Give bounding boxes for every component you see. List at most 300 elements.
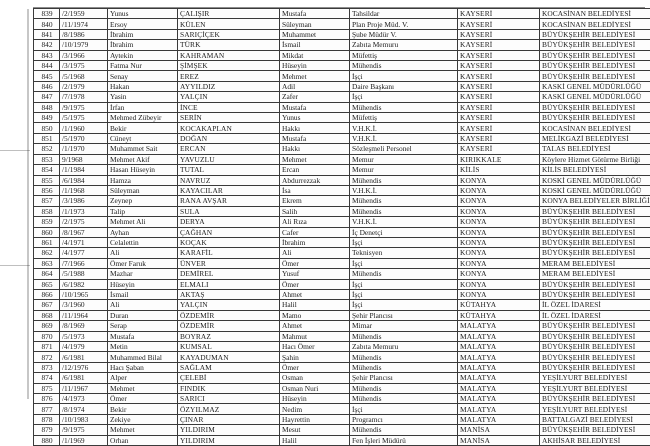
cell-first-name: Zekiye (108, 414, 178, 424)
cell-date: /11/1967 (60, 383, 108, 393)
cell-no: 870 (34, 331, 60, 341)
cell-father-name: Hüseyin (280, 394, 350, 404)
cell-occupation: Fen İşleri Müdürü (350, 435, 458, 445)
cell-institution: BÜYÜKŞEHİR BELEDİYESİ (540, 227, 650, 237)
table-row (34, 362, 650, 372)
cell-no: 854 (34, 165, 60, 175)
cell-city: KONYA (458, 248, 540, 258)
cell-date: /6/1982 (60, 279, 108, 289)
cell-city: KONYA (458, 206, 540, 216)
cell-date: /8/1967 (60, 227, 108, 237)
cell-city: KAYSERİ (458, 92, 540, 102)
cell-city: MALATYA (458, 362, 540, 372)
cell-institution: BÜYÜKŞEHİR BELEDİYESİ (540, 29, 650, 39)
cell-first-name: Mehmet Akif (108, 154, 178, 164)
table-row (34, 425, 650, 435)
cell-occupation: İşçi (350, 289, 458, 299)
cell-city: KAYSERİ (458, 9, 540, 19)
cell-father-name: Ömer (280, 279, 350, 289)
cell-first-name: Mehmet (108, 425, 178, 435)
cell-last-name: ÇALIŞIR (178, 9, 280, 19)
cell-institution: YEŞİLYURT BELEDİYESİ (540, 373, 650, 383)
cell-institution: BÜYÜKŞEHİR BELEDİYESİ (540, 289, 650, 299)
cell-city: KAYSERİ (458, 113, 540, 123)
cell-first-name: Hüseyin (108, 279, 178, 289)
cell-no: 846 (34, 81, 60, 91)
cell-last-name: YALÇIN (178, 92, 280, 102)
table-row (34, 196, 650, 206)
cell-no: 845 (34, 71, 60, 81)
cell-last-name: KAYADUMAN (178, 352, 280, 362)
cell-no: 860 (34, 227, 60, 237)
table-row (34, 383, 650, 393)
table-row (34, 414, 650, 424)
cell-date: /9/1975 (60, 425, 108, 435)
cell-father-name: Nedim (280, 404, 350, 414)
cell-last-name: NAVRUZ (178, 175, 280, 185)
cell-no: 876 (34, 394, 60, 404)
cell-no: 843 (34, 50, 60, 60)
cell-city: KONYA (458, 227, 540, 237)
cell-first-name: Serap (108, 321, 178, 331)
cell-city: MALATYA (458, 342, 540, 352)
cell-father-name: Mahmut (280, 331, 350, 341)
cell-father-name: Yusuf (280, 269, 350, 279)
table-row (34, 321, 650, 331)
cell-occupation: Şube Müdür V. (350, 29, 458, 39)
cell-city: KAYSERİ (458, 102, 540, 112)
cell-date: /1/1960 (60, 123, 108, 133)
cell-last-name: ÇELEBİ (178, 373, 280, 383)
cell-occupation: Şehir Plancısı (350, 310, 458, 320)
cell-no: 878 (34, 414, 60, 424)
cell-first-name: Bekir (108, 404, 178, 414)
cell-date: /10/1965 (60, 289, 108, 299)
cell-occupation: Mühendis (350, 175, 458, 185)
cell-institution: MELİKGAZİ BELEDİYESİ (540, 133, 650, 143)
cell-no: 848 (34, 102, 60, 112)
cell-no: 863 (34, 258, 60, 268)
table-row (34, 9, 650, 19)
cell-first-name: Muhammet Sait (108, 144, 178, 154)
cell-first-name: Mehmet (108, 383, 178, 393)
cell-institution: KOSKİ GENEL MÜDÜRLÜĞÜ (540, 175, 650, 185)
cell-occupation: Mühendis (350, 196, 458, 206)
cell-institution: MERAM BELEDİYESİ (540, 269, 650, 279)
cell-father-name: Zafer (280, 92, 350, 102)
table-body (34, 9, 650, 446)
cell-institution: KONYA BELEDİYELER BİRLİĞİ (540, 196, 650, 206)
cell-father-name: Ercan (280, 165, 350, 175)
cell-institution: KOCASİNAN BELEDİYESİ (540, 9, 650, 19)
cell-father-name: Cafer (280, 227, 350, 237)
cell-city: KONYA (458, 237, 540, 247)
cell-date: /7/1978 (60, 92, 108, 102)
cell-city: KÜTAHYA (458, 310, 540, 320)
cell-no: 859 (34, 217, 60, 227)
cell-first-name: Duran (108, 310, 178, 320)
cell-date: /1/1968 (60, 185, 108, 195)
cell-city: MALATYA (458, 414, 540, 424)
cell-date: /1/1970 (60, 144, 108, 154)
cell-city: KAYSERİ (458, 81, 540, 91)
cell-institution: BÜYÜKŞEHİR BELEDİYESİ (540, 217, 650, 227)
cell-institution: BÜYÜKŞEHİR BELEDİYESİ (540, 425, 650, 435)
cell-city: KONYA (458, 196, 540, 206)
cell-last-name: EREZ (178, 71, 280, 81)
cell-no: 872 (34, 352, 60, 362)
cell-first-name: Cüneyt (108, 133, 178, 143)
personnel-records-table (33, 8, 650, 446)
cell-father-name: Mehmet (280, 71, 350, 81)
cell-first-name: Senay (108, 71, 178, 81)
cell-no: 841 (34, 29, 60, 39)
cell-last-name: SULA (178, 206, 280, 216)
cell-occupation: İşçi (350, 404, 458, 414)
cell-last-name: SARICI (178, 394, 280, 404)
cell-date: /4/1971 (60, 237, 108, 247)
cell-no: 873 (34, 362, 60, 372)
cell-institution: KOCASİNAN BELEDİYESİ (540, 19, 650, 29)
cell-no: 840 (34, 19, 60, 29)
cell-no: 849 (34, 113, 60, 123)
cell-last-name: KOCAKAPLAN (178, 123, 280, 133)
cell-occupation: Memur (350, 154, 458, 164)
cell-occupation: V.H.K.İ. (350, 133, 458, 143)
cell-date: /5/1968 (60, 71, 108, 81)
cell-institution: BÜYÜKŞEHİR BELEDİYESİ (540, 352, 650, 362)
cell-occupation: İşçi (350, 258, 458, 268)
cell-first-name: Süleyman (108, 185, 178, 195)
scan-artifact-margin-tick-lower (0, 265, 30, 266)
cell-institution: İL ÖZEL İDARESİ (540, 310, 650, 320)
cell-first-name: Ömer Faruk (108, 258, 178, 268)
cell-first-name: İbrahim (108, 29, 178, 39)
cell-last-name: YAVUZLU (178, 154, 280, 164)
table-row (34, 19, 650, 29)
cell-city: KONYA (458, 185, 540, 195)
cell-occupation: V.H.K.İ. (350, 123, 458, 133)
cell-father-name: Salih (280, 206, 350, 216)
cell-date: /11/1974 (60, 19, 108, 29)
cell-first-name: Ersoy (108, 19, 178, 29)
cell-last-name: KUMSAL (178, 342, 280, 352)
cell-first-name: Talip (108, 206, 178, 216)
cell-institution: MERAM BELEDİYESİ (540, 258, 650, 268)
cell-no: 862 (34, 248, 60, 258)
cell-date: /11/1964 (60, 310, 108, 320)
cell-father-name: Osman (280, 373, 350, 383)
cell-date: /4/1973 (60, 394, 108, 404)
cell-last-name: İNCE (178, 102, 280, 112)
table-row (34, 144, 650, 154)
cell-occupation: Zabıta Memuru (350, 342, 458, 352)
cell-father-name: Şahin (280, 352, 350, 362)
cell-father-name: Halil (280, 435, 350, 445)
cell-city: KIRIKKALE (458, 154, 540, 164)
cell-father-name: Halil (280, 300, 350, 310)
cell-institution: BÜYÜKŞEHİR BELEDİYESİ (540, 40, 650, 50)
cell-occupation: Zabıta Memuru (350, 40, 458, 50)
cell-first-name: Hakan (108, 81, 178, 91)
cell-father-name: Mamo (280, 310, 350, 320)
table-row (34, 300, 650, 310)
cell-last-name: KARAFİL (178, 248, 280, 258)
cell-date: /5/1973 (60, 331, 108, 341)
cell-last-name: BOYRAZ (178, 331, 280, 341)
cell-occupation: Daire Başkanı (350, 81, 458, 91)
table-row (34, 217, 650, 227)
scan-artifact-left-margin (27, 9, 29, 399)
cell-date: /5/1975 (60, 113, 108, 123)
cell-father-name: Hakkı (280, 144, 350, 154)
cell-occupation: Plan Proje Müd. V. (350, 19, 458, 29)
cell-date: /1/1969 (60, 435, 108, 445)
cell-first-name: Hacı Şaban (108, 362, 178, 372)
cell-city: MANİSA (458, 435, 540, 445)
cell-occupation: Mühendis (350, 383, 458, 393)
cell-city: MALATYA (458, 404, 540, 414)
cell-institution: BÜYÜKŞEHİR BELEDİYESİ (540, 248, 650, 258)
cell-no: 842 (34, 40, 60, 50)
cell-first-name: Ayhan (108, 227, 178, 237)
cell-city: KAYSERİ (458, 19, 540, 29)
table-row (34, 352, 650, 362)
cell-date: /3/1966 (60, 50, 108, 60)
cell-city: KONYA (458, 289, 540, 299)
cell-first-name: Ali (108, 248, 178, 258)
cell-city: KONYA (458, 269, 540, 279)
cell-father-name: Mustafa (280, 133, 350, 143)
cell-occupation: V.H.K.İ. (350, 185, 458, 195)
cell-occupation: Sözleşmeli Personel (350, 144, 458, 154)
cell-last-name: TUTAL (178, 165, 280, 175)
cell-first-name: İrfan (108, 102, 178, 112)
cell-institution: İL ÖZEL İDARESİ (540, 300, 650, 310)
cell-date: /12/1976 (60, 362, 108, 372)
cell-occupation: Mimar (350, 321, 458, 331)
cell-institution: BÜYÜKŞEHİR BELEDİYESİ (540, 321, 650, 331)
cell-institution: YEŞİLYURT BELEDİYESİ (540, 383, 650, 393)
cell-date: /5/1988 (60, 269, 108, 279)
cell-city: KAYSERİ (458, 71, 540, 81)
cell-father-name: Yunus (280, 113, 350, 123)
cell-last-name: KAYACILAR (178, 185, 280, 195)
cell-date: /3/1975 (60, 61, 108, 71)
cell-institution: KOCASİNAN BELEDİYESİ (540, 123, 650, 133)
cell-father-name: Ahmet (280, 321, 350, 331)
cell-date: /9/1975 (60, 102, 108, 112)
table-row (34, 154, 650, 164)
cell-first-name: Mazhar (108, 269, 178, 279)
cell-last-name: KÜLEN (178, 19, 280, 29)
cell-occupation: V.H.K.İ. (350, 217, 458, 227)
cell-occupation: Mühendis (350, 102, 458, 112)
cell-last-name: SERİN (178, 113, 280, 123)
cell-father-name: Hüseyin (280, 61, 350, 71)
cell-occupation: Mühendis (350, 269, 458, 279)
cell-institution: TALAS BELEDİYESİ (540, 144, 650, 154)
cell-last-name: YILDIRIM (178, 425, 280, 435)
cell-father-name: Ömer (280, 258, 350, 268)
cell-last-name: ÖZYILMAZ (178, 404, 280, 414)
cell-date: /6/1981 (60, 352, 108, 362)
cell-last-name: KAHRAMAN (178, 50, 280, 60)
cell-occupation: Mühendis (350, 425, 458, 435)
cell-institution: AKHİSAR BELEDİYESİ (540, 435, 650, 445)
cell-date: /8/1974 (60, 404, 108, 414)
cell-occupation: İşçi (350, 71, 458, 81)
table-row (34, 92, 650, 102)
cell-last-name: AKTAŞ (178, 289, 280, 299)
cell-occupation: İşçi (350, 92, 458, 102)
cell-institution: BÜYÜKŞEHİR BELEDİYESİ (540, 61, 650, 71)
cell-last-name: ÇINAR (178, 414, 280, 424)
cell-city: MALATYA (458, 383, 540, 393)
cell-date: /8/1969 (60, 321, 108, 331)
cell-last-name: TÜRK (178, 40, 280, 50)
cell-date: /1/1984 (60, 165, 108, 175)
cell-date: /10/1983 (60, 414, 108, 424)
cell-first-name: Ali (108, 300, 178, 310)
cell-institution: KASKİ GENEL MÜDÜRLÜĞÜ (540, 81, 650, 91)
cell-last-name: ERCAN (178, 144, 280, 154)
cell-city: KİLİS (458, 165, 540, 175)
cell-city: KAYSERİ (458, 144, 540, 154)
table-row (34, 342, 650, 352)
cell-father-name: Hakkı (280, 123, 350, 133)
cell-date: /3/1986 (60, 196, 108, 206)
cell-institution: BÜYÜKŞEHİR BELEDİYESİ (540, 113, 650, 123)
cell-no: 857 (34, 196, 60, 206)
table-row (34, 279, 650, 289)
cell-city: KAYSERİ (458, 133, 540, 143)
cell-occupation: Memur (350, 165, 458, 175)
cell-city: KÜTAHYA (458, 300, 540, 310)
cell-date: /5/1970 (60, 133, 108, 143)
cell-date: /3/1960 (60, 300, 108, 310)
cell-last-name: ÜNVER (178, 258, 280, 268)
cell-no: 865 (34, 279, 60, 289)
cell-no: 874 (34, 373, 60, 383)
cell-last-name: FINDIK (178, 383, 280, 393)
cell-no: 879 (34, 425, 60, 435)
cell-city: MALATYA (458, 394, 540, 404)
cell-first-name: Bekir (108, 123, 178, 133)
cell-date: /1/1973 (60, 206, 108, 216)
cell-no: 864 (34, 269, 60, 279)
cell-last-name: AYYILDIZ (178, 81, 280, 91)
cell-occupation: Mühendis (350, 352, 458, 362)
cell-father-name: Mehmet (280, 154, 350, 164)
cell-date: /7/1966 (60, 258, 108, 268)
cell-no: 868 (34, 310, 60, 320)
cell-no: 853 (34, 154, 60, 164)
cell-first-name: Ömer (108, 394, 178, 404)
cell-institution: Köylere Hizmet Götürme Birliği (540, 154, 650, 164)
cell-occupation: İşçi (350, 237, 458, 247)
table-row (34, 373, 650, 383)
cell-first-name: Metin (108, 342, 178, 352)
cell-father-name: Osman Nuri (280, 383, 350, 393)
cell-no: 847 (34, 92, 60, 102)
cell-father-name: Mikdat (280, 50, 350, 60)
cell-last-name: SARIÇİÇEK (178, 29, 280, 39)
cell-no: 858 (34, 206, 60, 216)
cell-date: /8/1986 (60, 29, 108, 39)
cell-last-name: YALÇIN (178, 300, 280, 310)
cell-no: 871 (34, 342, 60, 352)
cell-first-name: İbrahim (108, 40, 178, 50)
cell-last-name: ÖZDEMİR (178, 310, 280, 320)
table-row (34, 81, 650, 91)
table-row (34, 269, 650, 279)
cell-father-name: Abdurrezzak (280, 175, 350, 185)
cell-no: 844 (34, 61, 60, 71)
cell-city: KAYSERİ (458, 50, 540, 60)
cell-father-name: Mesut (280, 425, 350, 435)
cell-date: /4/1977 (60, 248, 108, 258)
cell-last-name: YILDIRIM (178, 435, 280, 445)
cell-occupation: Tahsildar (350, 9, 458, 19)
cell-no: 839 (34, 9, 60, 19)
cell-institution: KİLİS BELEDİYESİ (540, 165, 650, 175)
cell-father-name: Mustafa (280, 9, 350, 19)
cell-occupation: Mühendis (350, 394, 458, 404)
table-row (34, 227, 650, 237)
cell-first-name: Celalettin (108, 237, 178, 247)
table-row (34, 394, 650, 404)
cell-no: 877 (34, 404, 60, 414)
table-row (34, 258, 650, 268)
cell-occupation: Mühendis (350, 206, 458, 216)
cell-occupation: Programcı (350, 414, 458, 424)
cell-first-name: Muhammed Bilal (108, 352, 178, 362)
cell-institution: BÜYÜKŞEHİR BELEDİYESİ (540, 394, 650, 404)
table-row (34, 404, 650, 414)
cell-last-name: DOĞAN (178, 133, 280, 143)
cell-city: KONYA (458, 217, 540, 227)
table-row (34, 175, 650, 185)
cell-city: KAYSERİ (458, 123, 540, 133)
cell-institution: BÜYÜKŞEHİR BELEDİYESİ (540, 362, 650, 372)
cell-occupation: Mühendis (350, 331, 458, 341)
cell-no: 875 (34, 383, 60, 393)
cell-city: KONYA (458, 258, 540, 268)
table-row (34, 435, 650, 445)
cell-first-name: Fatma Nur (108, 61, 178, 71)
cell-occupation: Teknisyen (350, 248, 458, 258)
cell-first-name: Yasin (108, 92, 178, 102)
cell-date: 9/1968 (60, 154, 108, 164)
cell-last-name: DEMİREL (178, 269, 280, 279)
cell-father-name: Süleyman (280, 19, 350, 29)
cell-institution: BÜYÜKŞEHİR BELEDİYESİ (540, 50, 650, 60)
cell-date: /6/1984 (60, 175, 108, 185)
cell-institution: BÜYÜKŞEHİR BELEDİYESİ (540, 237, 650, 247)
cell-father-name: Hayrettin (280, 414, 350, 424)
cell-city: KONYA (458, 175, 540, 185)
cell-occupation: İşçi (350, 300, 458, 310)
cell-institution: BÜYÜKŞEHİR BELEDİYESİ (540, 71, 650, 81)
cell-father-name: Hacı Ömer (280, 342, 350, 352)
cell-father-name: Muhammet (280, 29, 350, 39)
table-row (34, 61, 650, 71)
cell-occupation: İşçi (350, 279, 458, 289)
cell-father-name: Ömer (280, 362, 350, 372)
cell-first-name: Alper (108, 373, 178, 383)
cell-institution: BÜYÜKŞEHİR BELEDİYESİ (540, 102, 650, 112)
